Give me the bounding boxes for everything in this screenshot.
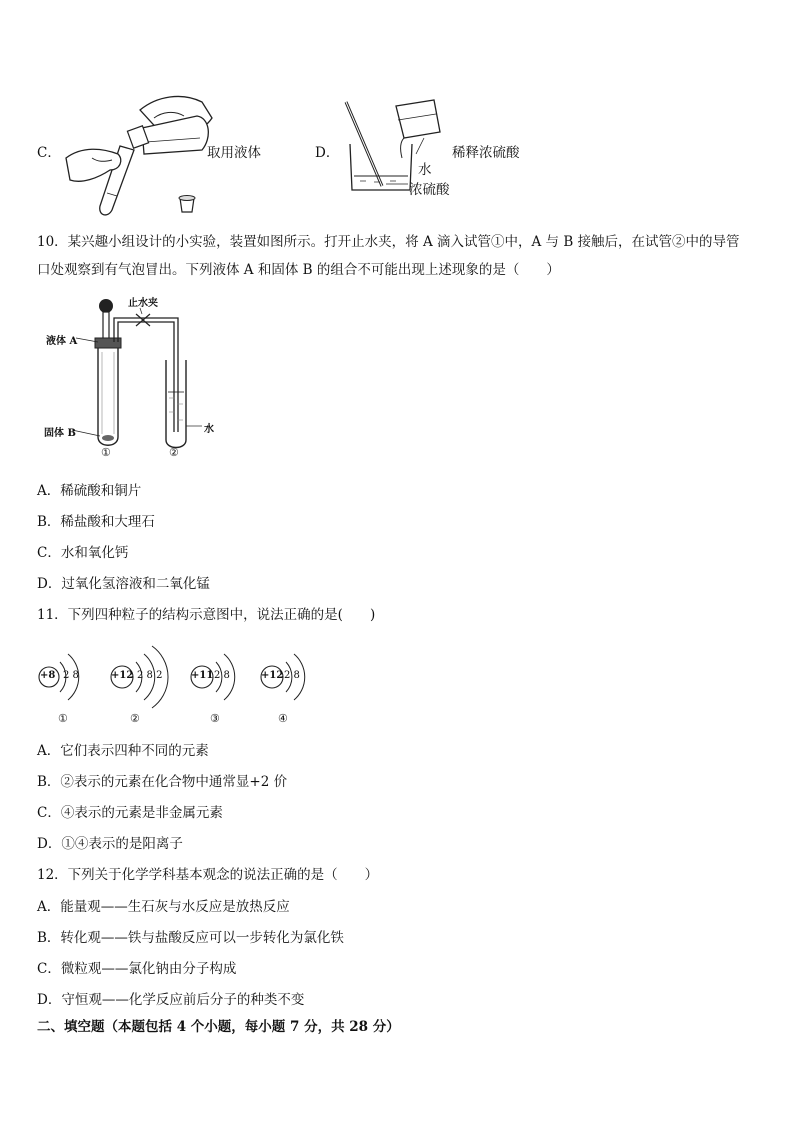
- particle-2-shells: 2 8 2: [137, 670, 163, 681]
- particle-3-nucleus: +11: [191, 670, 214, 681]
- particle-4-number: ④: [278, 712, 288, 725]
- q10-option-b: B．稀盐酸和大理石: [37, 514, 155, 530]
- q10-option-a: A．稀硫酸和铜片: [37, 483, 142, 499]
- particle-2-nucleus: +12: [111, 670, 134, 681]
- q10-option-c: C．水和氧化钙: [37, 545, 129, 561]
- q12-option-a: A．能量观——生石灰与水反应是放热反应: [37, 899, 290, 915]
- q9-d-acid-label: 浓硫酸: [409, 182, 450, 198]
- q11-option-d: D．①④表示的是阳离子: [37, 836, 183, 852]
- q11-option-c: C．④表示的元素是非金属元素: [37, 805, 223, 821]
- q10-stem-line1: 10．某兴趣小组设计的小实验，装置如图所示。打开止水夹，将 A 滴入试管①中，A 与 B 接触后，在试管②中的导管: [37, 234, 740, 250]
- q11-stem: 11．下列四种粒子的结构示意图中，说法正确的是( ): [37, 607, 376, 623]
- particle-3-number: ③: [210, 712, 220, 725]
- pipette-pouring-illustration: [62, 88, 222, 218]
- q10-tube2-label: ②: [169, 446, 179, 459]
- q12-option-b: B．转化观——铁与盐酸反应可以一步转化为氯化铁: [37, 930, 344, 946]
- particle-2-number: ②: [130, 712, 140, 725]
- q10-liquid-label: 液体 A: [46, 336, 78, 347]
- q9-option-d-letter: D．: [315, 145, 340, 161]
- q9-option-c-caption: 取用液体: [207, 145, 261, 161]
- particle-1-nucleus: +8: [40, 670, 56, 681]
- q9-d-water-label: 水: [418, 162, 432, 178]
- q10-tube1-label: ①: [101, 446, 111, 459]
- q10-clamp-label: 止水夹: [128, 298, 158, 309]
- q10-stem-line2: 口处观察到有气泡冒出。下列液体 A 和固体 B 的组合不可能出现上述现象的是（ ）: [37, 262, 560, 278]
- q9-option-d-caption: 稀释浓硫酸: [452, 145, 520, 161]
- q11-option-a: A．它们表示四种不同的元素: [37, 743, 209, 759]
- particle-4-nucleus: +12: [261, 670, 284, 681]
- particle-1-number: ①: [58, 712, 68, 725]
- particle-4-shells: 2 8: [284, 670, 300, 681]
- particle-1-shells: 2 8: [63, 670, 79, 681]
- q11-option-b: B．②表示的元素在化合物中通常显+2 价: [37, 774, 288, 790]
- q9-option-c-letter: C．: [37, 145, 61, 161]
- q10-option-d: D．过氧化氢溶液和二氧化锰: [37, 576, 210, 592]
- q12-option-d: D．守恒观——化学反应前后分子的种类不变: [37, 992, 305, 1008]
- q10-solid-label: 固体 B: [44, 428, 76, 439]
- section-2-heading: 二、填空题（本题包括 4 个小题，每小题 7 分，共 28 分）: [37, 1019, 400, 1035]
- particle-3-shells: 2 8: [214, 670, 230, 681]
- q10-water-label: 水: [204, 424, 214, 435]
- q12-stem: 12．下列关于化学学科基本观念的说法正确的是（ ）: [37, 867, 379, 883]
- q12-option-c: C．微粒观——氯化钠由分子构成: [37, 961, 237, 977]
